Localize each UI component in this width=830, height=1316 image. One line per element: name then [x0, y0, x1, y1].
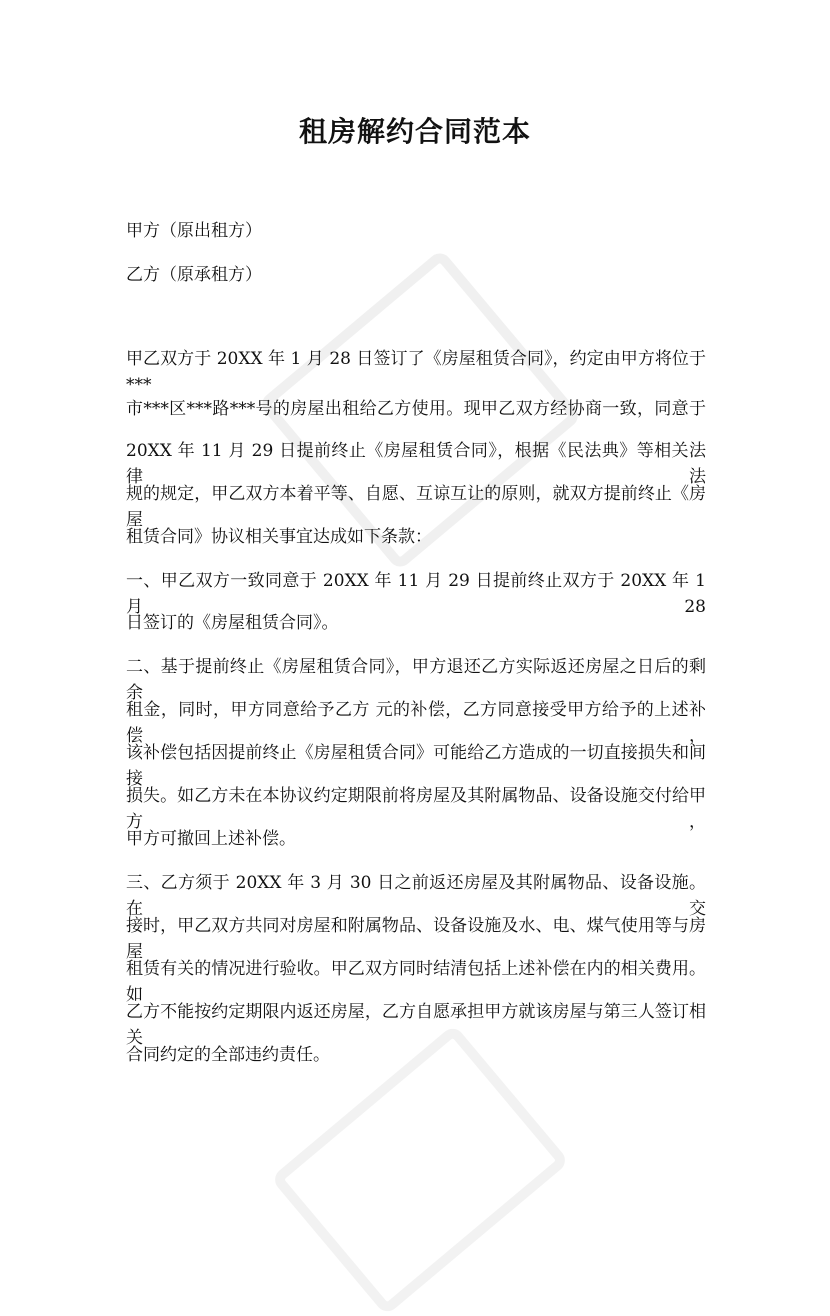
clause-2-line: 损失。如乙方未在本协议约定期限前将房屋及其附属物品、设备设施交付给甲方，	[126, 786, 706, 832]
clause-3-line: 租赁有关的情况进行验收。甲乙双方同时结清包括上述补偿在内的相关费用。如	[126, 959, 706, 1005]
clause-2-line: 二、基于提前终止《房屋租赁合同》，甲方退还乙方实际返还房屋之日后的剩余	[126, 657, 706, 703]
clause-2-line: 租金，同时，甲方同意给予乙方 元的补偿，乙方同意接受甲方给予的上述补偿，	[126, 700, 706, 746]
clause-1-line: 一、甲乙双方一致同意于 20XX 年 11 月 29 日提前终止双方于 20XX 年 1 月 28	[126, 571, 706, 617]
clause-3-line: 接时，甲乙双方共同对房屋和附属物品、设备设施及水、电、煤气使用等与房屋	[126, 916, 706, 962]
clause-3-line: 三、乙方须于 20XX 年 3 月 30 日之前返还房屋及其附属物品、设备设施。在交	[126, 873, 706, 919]
party-a-label: 甲方（原出租方）	[126, 221, 262, 241]
intro-line: 规的规定，甲乙双方本着平等、自愿、互谅互让的原则，就双方提前终止《房屋	[126, 484, 706, 530]
clause-3-line: 合同约定的全部违约责任。	[126, 1045, 330, 1065]
intro-line: 甲乙双方于 20XX 年 1 月 28 日签订了《房屋租赁合同》，约定由甲方将位于***	[126, 349, 706, 395]
clause-2-line: 该补偿包括因提前终止《房屋租赁合同》可能给乙方造成的一切直接损失和间接	[126, 743, 706, 789]
clause-1-line: 日签订的《房屋租赁合同》。	[126, 613, 339, 633]
clause-3-line: 乙方不能按约定期限内返还房屋，乙方自愿承担甲方就该房屋与第三人签订相关	[126, 1002, 706, 1048]
document-title: 租房解约合同范本	[298, 115, 531, 148]
clause-2-line: 甲方可撤回上述补偿。	[126, 829, 296, 849]
party-b-label: 乙方（原承租方）	[126, 265, 262, 285]
intro-line: 20XX 年 11 月 29 日提前终止《房屋租赁合同》，根据《民法典》等相关法律法	[126, 441, 706, 487]
intro-line: 市***区***路***号的房屋出租给乙方使用。现甲乙双方经协商一致，同意于	[126, 399, 706, 419]
intro-line: 租赁合同》协议相关事宜达成如下条款：	[126, 527, 432, 547]
